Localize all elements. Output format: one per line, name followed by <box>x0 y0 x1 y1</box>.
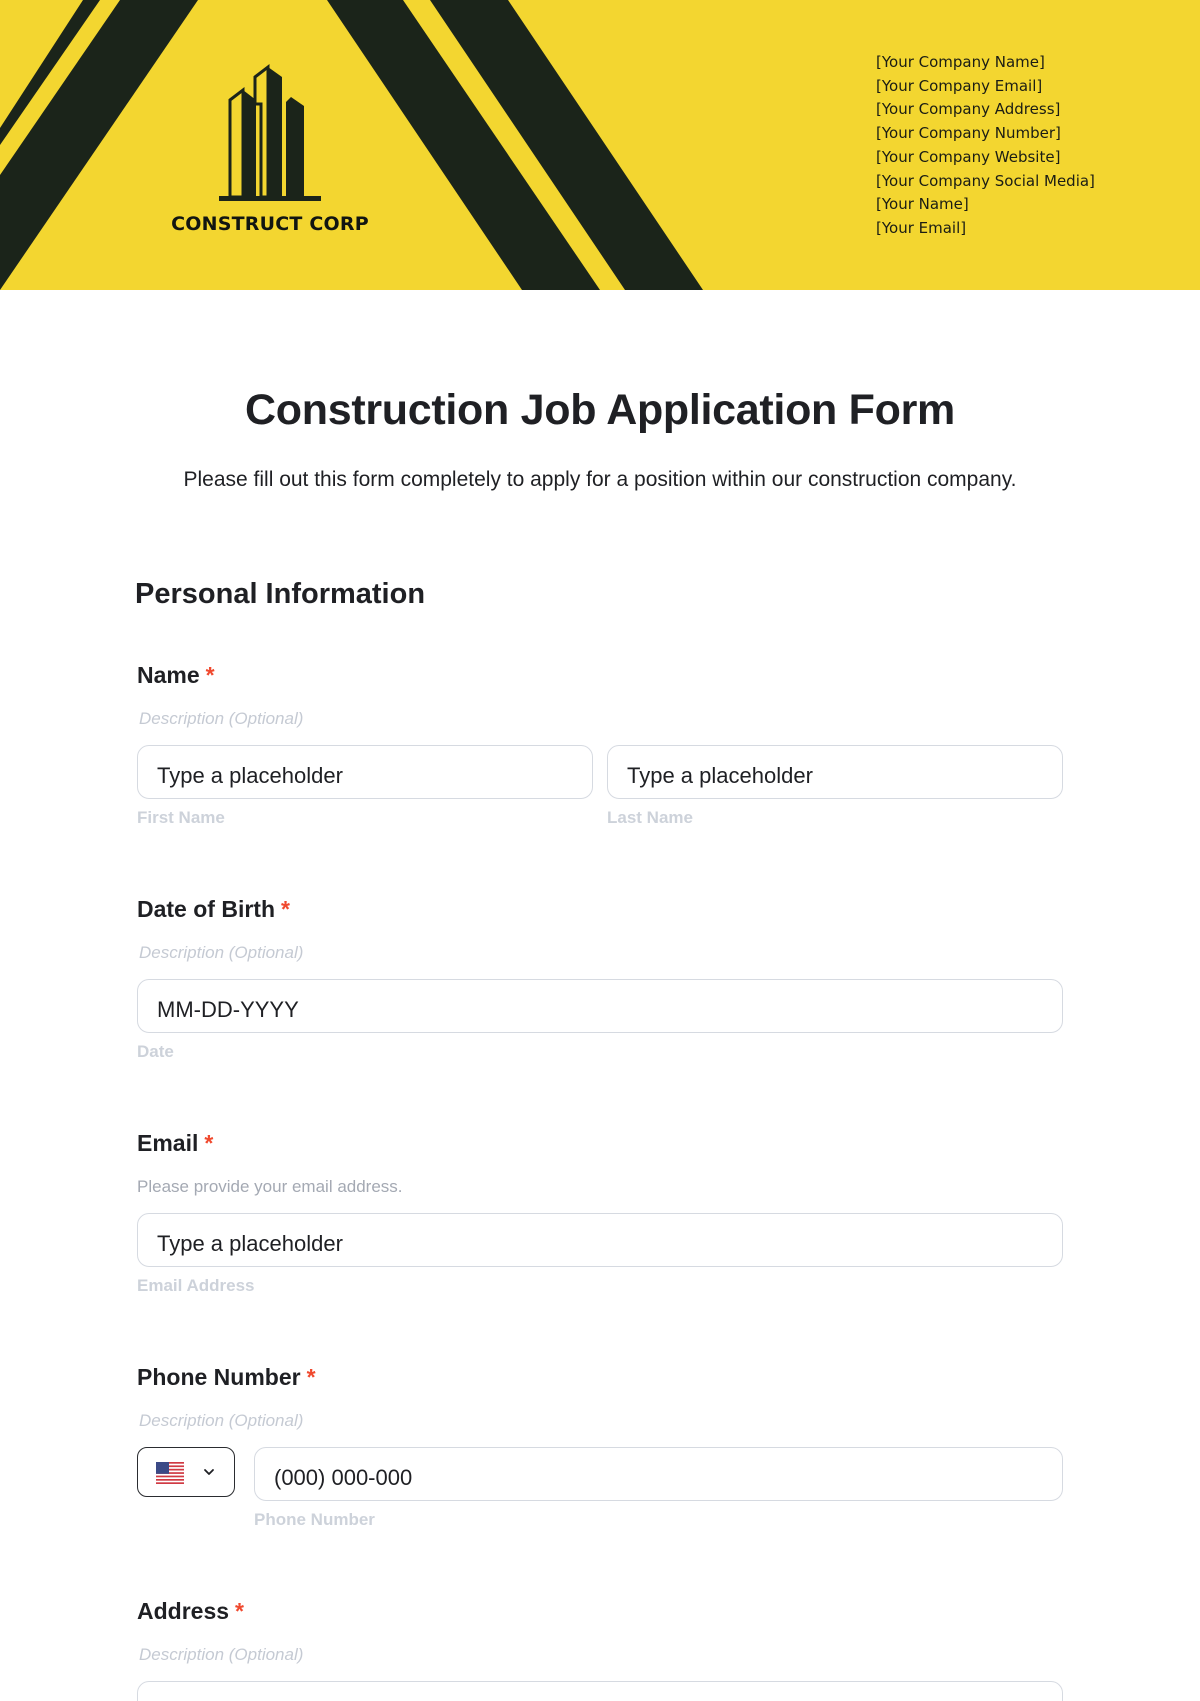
phone-number-input[interactable] <box>254 1447 1063 1501</box>
email-input[interactable] <box>137 1213 1063 1267</box>
address-label-text: Address <box>137 1598 230 1624</box>
company-website-text: [Your Company Website] <box>876 147 1061 166</box>
dob-sublabel: Date <box>137 1042 174 1061</box>
date-of-birth-input[interactable] <box>137 979 1063 1033</box>
required-asterisk: * <box>204 1130 214 1156</box>
phone-label-text: Phone Number <box>137 1364 301 1390</box>
company-logo-name: CONSTRUCT CORP <box>171 213 369 235</box>
phone-placeholder: (000) 000-000 <box>274 1465 413 1490</box>
first-name-sublabel: First Name <box>137 808 225 827</box>
email-description: Please provide your email address. <box>137 1177 403 1196</box>
chevron-down-icon <box>202 1465 216 1479</box>
dob-label-text: Date of Birth <box>137 896 275 922</box>
your-name-text: [Your Name] <box>876 195 969 214</box>
email-sublabel: Email Address <box>137 1276 255 1295</box>
dob-placeholder: MM-DD-YYYY <box>157 997 299 1022</box>
address-input[interactable] <box>137 1681 1063 1701</box>
phone-sublabel: Phone Number <box>254 1510 375 1529</box>
form-subtitle: Please fill out this form completely to apply for a position within our construction company. <box>183 468 1017 491</box>
us-flag-icon <box>156 1462 184 1484</box>
company-social-text: [Your Company Social Media] <box>876 171 1095 190</box>
last-name-input[interactable] <box>607 745 1063 799</box>
company-email-text: [Your Company Email] <box>876 76 1043 95</box>
name-label <box>137 662 215 689</box>
address-label <box>137 1598 244 1625</box>
required-asterisk: * <box>306 1364 316 1390</box>
company-info-block <box>876 51 1095 241</box>
country-code-select[interactable] <box>137 1447 235 1497</box>
address-description: Description (Optional) <box>139 1645 304 1664</box>
email-label <box>137 1130 213 1157</box>
your-email-text: [Your Email] <box>876 218 967 237</box>
email-label-text: Email <box>137 1130 199 1156</box>
company-logo <box>160 60 380 235</box>
section-title-personal-information: Personal Information <box>135 578 426 610</box>
header-banner <box>0 0 1200 290</box>
company-address-text: [Your Company Address] <box>876 100 1061 119</box>
name-label-text: Name <box>137 662 200 688</box>
phone-label <box>137 1364 316 1391</box>
company-name-text: [Your Company Name] <box>876 53 1045 71</box>
building-icon <box>218 60 322 203</box>
dob-description: Description (Optional) <box>139 943 304 962</box>
last-name-sublabel: Last Name <box>607 808 693 827</box>
last-name-placeholder: Type a placeholder <box>627 763 813 788</box>
email-placeholder: Type a placeholder <box>157 1231 343 1256</box>
name-description: Description (Optional) <box>139 709 304 728</box>
phone-description: Description (Optional) <box>139 1411 304 1430</box>
required-asterisk: * <box>235 1598 244 1624</box>
required-asterisk: * <box>205 662 215 688</box>
form-title: Construction Job Application Form <box>245 386 955 434</box>
company-number-text: [Your Company Number] <box>876 124 1061 143</box>
first-name-placeholder: Type a placeholder <box>157 763 343 788</box>
required-asterisk: * <box>281 896 290 922</box>
dob-label <box>137 896 290 923</box>
first-name-input[interactable] <box>137 745 593 799</box>
